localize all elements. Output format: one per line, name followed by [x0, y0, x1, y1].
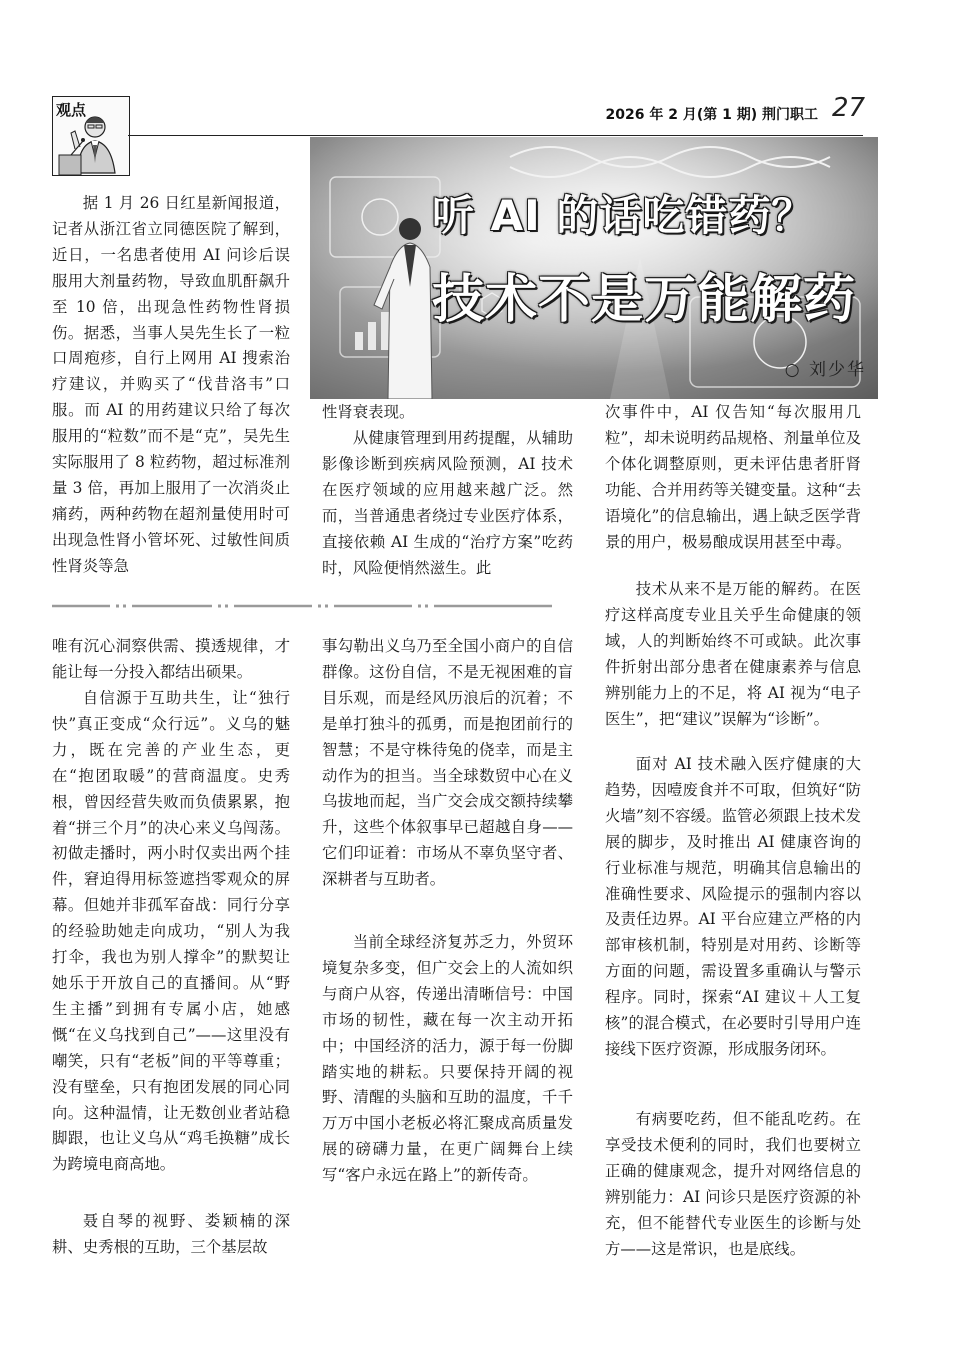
- article-title-line-2: 技术不是万能解药: [432, 270, 857, 330]
- article-paragraph: 聂自琴的视野、娄颖楠的深耕、史秀根的互助，三个基层故: [52, 1212, 290, 1256]
- article-paragraph-continued: 唯有沉心洞察供需、摸透规律，才能让每一分投入都结出硕果。: [52, 637, 290, 681]
- author-byline: ○ 刘少华: [784, 360, 866, 380]
- article-paragraph: 当前全球经济复苏乏力，外贸环境复杂多变，但广交会上的人流如织与商户从容，传递出清晰信号：中国市场的韧性，藏在每一次主动开拓中；中国经济的活力，源于每一份脚踏实地的耕耘。只要保持开阔的视野、清醒的头脑和互助的温度，千千万万中国小老板必将汇聚成高质量发展的磅礴力量，在更广阔舞台上续写“客户永远在路上”的新传奇。: [322, 933, 573, 1185]
- page-number: 27: [832, 93, 866, 123]
- header-rule: [128, 135, 863, 136]
- article-title-line-1: 听 AI 的话吃错药？: [432, 191, 815, 240]
- issue-info: 2026 年 2 月(第 1 期) 荆门职工: [605, 107, 818, 123]
- article-paragraph-continued: 事勾勒出义乌乃至全国小商户的自信群像。这份自信，不是无视困难的盲目乐观，而是经风历浪后的沉着；不是单打独斗的孤勇，而是抱团前行的智慧；不是守株待兔的侥幸，而是主动作为的担当。当全球数贸中心在义乌拔地而起，当广交会成交额持续攀升，这些个体叙事早已超越自身——它们印证着：市场从不辜负坚守者、深耕者与互助者。: [322, 637, 573, 889]
- article-paragraph: 自信源于互助共生，让“独行快”真正变成“众行远”。义乌的魅力，既在完善的产业生态，更在“抱团取暖”的营商温度。史秀根，曾因经营失败而负债累累，抱着“拼三个月”的决心来义乌闯荡。初做走播时，两小时仅卖出两个挂件，窘迫得用标签遮挡零观众的屏幕。但她并非孤军奋战：同行分享的经验助她走向成功，“别人为我打伞，我也为别人撑伞”的默契让她乐于开放自己的直播间。从“野生主播”到拥有专属小店，她感慨“在义乌找到自己”——这里没有嘲笑，只有“老板”间的平等尊重；没有壁垒，只有抱团发展的同心同向。这种温情，让无数创业者站稳脚跟，也让义乌从“鸡毛换糖”成长为跨境电商高地。: [52, 689, 290, 1174]
- article-separator: [52, 603, 552, 609]
- article-paragraph-continued: 次事件中，AI 仅告知“每次服用几粒”，却未说明药品规格、剂量单位及个体化调整原则，更未评估患者肝肾功能、合并用药等关键变量。这种“去语境化”的信息输出，遇上缺乏医学背景的用户，极易酿成误用甚至中毒。: [605, 403, 861, 551]
- section-badge: [52, 96, 130, 176]
- article-paragraph: 技术从来不是万能的解药。在医疗这样高度专业且关乎生命健康的领域，人的判断始终不可或缺。此次事件折射出部分患者在健康素养与信息辨别能力上的不足，将 AI 视为“电子医生”，把“建议”误解为“诊断”。: [605, 580, 861, 728]
- article-paragraph: 有病要吃药，但不能乱吃药。在享受技术便利的同时，我们也要树立正确的健康观念，提升对网络信息的辨别能力：AI 问诊只是医疗资源的补充，但不能替代专业医生的诊断与处方——这是常识，也是底线。: [605, 1110, 861, 1258]
- article-paragraph-continued: 性肾衰表现。: [322, 403, 415, 421]
- article-paragraph: 据 1 月 26 日红星新闻报道，记者从浙江省立同德医院了解到，近日，一名患者使用 AI 问诊后误服用大剂量药物，导致血肌酐飙升至 10 倍，出现急性药物性肾损伤。据悉，当事人吴先生长了一粒口周疱疹，自行上网用 AI 搜索治疗建议，并购买了“伐昔洛韦”口服。而 AI 的用药建议只给了每次服用的“粒数”而不是“克”，吴先生实际服用了 8 粒药物，超过标准剂量 3 倍，再加上服用了一次消炎止痛药，两种药物在超剂量使用时可出现急性肾小管坏死、过敏性间质性肾炎等急: [52, 194, 290, 575]
- article-paragraph: 面对 AI 技术融入医疗健康的大趋势，因噎废食并不可取，但筑好“防火墙”刻不容缓。监管必须跟上技术发展的脚步，及时推出 AI 健康咨询的行业标准与规范，明确其信息输出的准确性要求、风险提示的强制内容以及责任边界。AI 平台应建立严格的内部审核机制，特别是对用药、诊断等方面的问题，需设置多重确认与警示程序。同时，探索“AI 建议＋人工复核”的混合模式，在必要时引导用户连接线下医疗资源，形成服务闭环。: [605, 755, 861, 1058]
- article-paragraph: 从健康管理到用药提醒，从辅助影像诊断到疾病风险预测，AI 技术在医疗领域的应用越来越广泛。然而，当普通患者绕过专业医疗体系，直接依赖 AI 生成的“治疗方案”吃药时，风险便悄然滋生。此: [322, 429, 573, 577]
- section-label: 观点: [56, 101, 87, 119]
